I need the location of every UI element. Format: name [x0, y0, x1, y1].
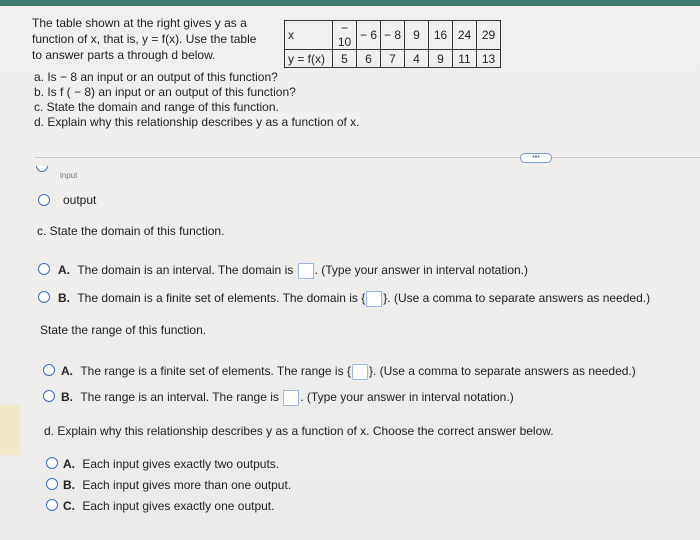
domain-a-radio[interactable] [38, 263, 50, 275]
range-a-hint: }. (Use a comma to separate answers as needed.) [368, 364, 636, 379]
option-letter: B. [58, 291, 70, 306]
y-value: 4 [405, 50, 429, 68]
y-label: y = f(x) [285, 50, 333, 68]
intro-line-3: to answer parts a through d below. [32, 48, 216, 62]
domain-a-text: The domain is an interval. The domain is [77, 263, 294, 278]
intro-line-2: function of x, that is, y = f(x). Use the table [32, 32, 257, 46]
part-d-heading: d. Explain why this relationship describes y as a function of x. Choose the correct answer below. [44, 424, 554, 438]
option-letter: A. [61, 364, 73, 379]
x-value: 29 [477, 21, 501, 50]
x-value: 24 [453, 21, 477, 50]
range-a-option [61, 364, 636, 380]
domain-a-hint: . (Type your answer in interval notation.) [314, 263, 529, 278]
option-letter: B. [63, 478, 75, 492]
left-highlight [0, 405, 20, 455]
option-letter: B. [61, 390, 73, 405]
question-b: b. Is f ( − 8) an input or an output of this function? [34, 85, 296, 99]
output-option-label: output [63, 193, 97, 207]
x-value: − 8 [381, 21, 405, 50]
x-value: 9 [405, 21, 429, 50]
range-a-radio[interactable] [43, 364, 55, 376]
y-value: 6 [357, 50, 381, 68]
answer-b-option [63, 478, 291, 492]
question-d: d. Explain why this relationship describes y as a function of x. [34, 115, 360, 129]
range-b-option [61, 390, 514, 406]
domain-a-option [58, 263, 528, 279]
y-row [285, 50, 501, 68]
range-b-input[interactable] [283, 390, 299, 406]
y-value: 11 [453, 50, 477, 68]
domain-b-input[interactable] [366, 291, 382, 307]
x-value: 16 [429, 21, 453, 50]
answer-c-option [63, 499, 274, 513]
x-value: − 10 [333, 21, 357, 50]
input-option-cut: input [60, 171, 78, 180]
range-a-text: The range is a finite set of elements. The range is { [80, 364, 351, 379]
x-value: − 6 [357, 21, 381, 50]
function-table [284, 20, 501, 68]
answer-c-text: Each input gives exactly one output. [82, 499, 275, 513]
answer-a-option [63, 457, 279, 471]
y-value: 9 [429, 50, 453, 68]
y-value: 13 [477, 50, 501, 68]
range-b-radio[interactable] [43, 390, 55, 402]
question-c: c. State the domain and range of this function. [34, 100, 279, 114]
range-heading: State the range of this function. [40, 323, 207, 337]
x-label: x [285, 21, 333, 50]
domain-a-input[interactable] [298, 263, 314, 279]
answer-b-text: Each input gives more than one output. [82, 478, 292, 492]
domain-b-text: The domain is a finite set of elements. The domain is { [77, 291, 366, 306]
y-value: 5 [333, 50, 357, 68]
domain-b-hint: }. (Use a comma to separate answers as needed.) [383, 291, 651, 306]
option-letter: A. [58, 263, 70, 278]
range-b-hint: . (Type your answer in interval notation.) [300, 390, 514, 405]
y-value: 7 [381, 50, 405, 68]
domain-b-radio[interactable] [38, 291, 50, 303]
range-a-input[interactable] [352, 364, 368, 380]
x-row [285, 21, 501, 50]
question-a: a. Is − 8 an input or an output of this function? [34, 70, 278, 84]
range-b-text: The range is an interval. The range is [80, 390, 279, 405]
answer-a-text: Each input gives exactly two outputs. [82, 457, 280, 471]
intro-line-1: The table shown at the right gives y as a [32, 16, 247, 30]
answer-b-radio[interactable] [46, 478, 58, 490]
answer-c-radio[interactable] [46, 499, 58, 511]
output-radio[interactable] [38, 194, 50, 206]
option-letter: C. [63, 499, 75, 513]
more-button[interactable]: ••• [520, 153, 552, 163]
domain-b-option [58, 291, 650, 307]
part-c-heading: c. State the domain of this function. [37, 224, 225, 238]
option-letter: A. [63, 457, 75, 471]
answer-a-radio[interactable] [46, 457, 58, 469]
divider [35, 157, 700, 158]
